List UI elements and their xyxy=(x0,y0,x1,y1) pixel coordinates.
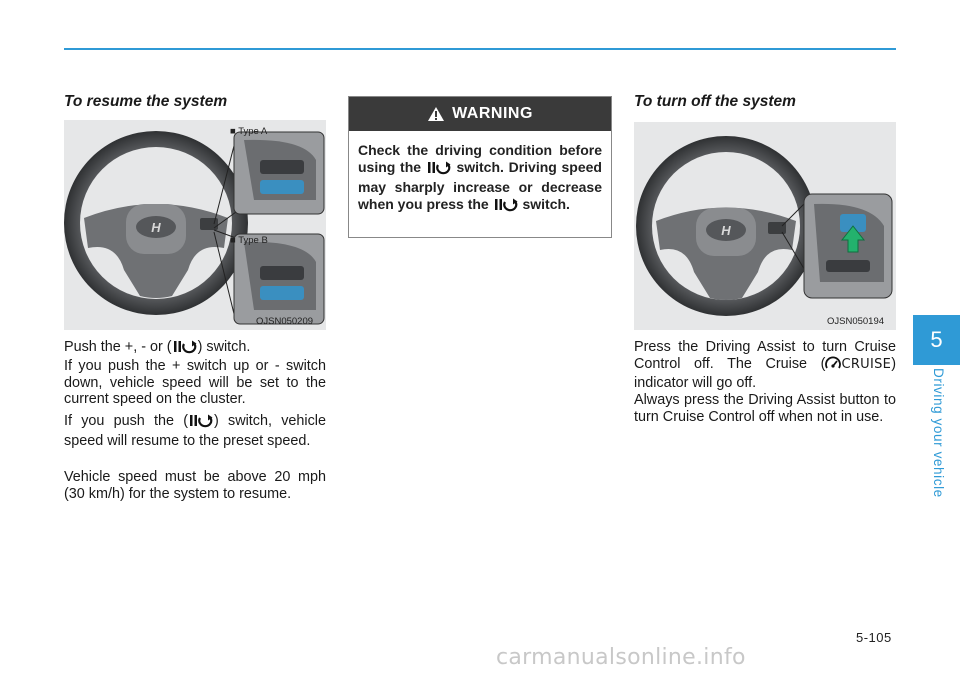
cruise-indicator-label: CRUISE xyxy=(841,356,892,372)
paragraph-resume-speed xyxy=(64,413,326,449)
text-fragment: Press the Driving Assist to turn Cruise Control off. The Cruise ( xyxy=(634,339,896,372)
text-fragment: ) indicator will go off. xyxy=(634,355,896,392)
figure-type-a-label: ■ Type A xyxy=(230,126,268,137)
paragraph-speed-requirement: Vehicle speed must be above 20 mph (30 km/h) for the system to resume. xyxy=(64,469,326,502)
figure-code: OJSN050209 xyxy=(256,316,314,327)
cruise-indicator-icon xyxy=(825,356,841,376)
figure-resume xyxy=(64,120,326,330)
paragraph-push-switch xyxy=(64,339,326,359)
page-number: 5-105 xyxy=(856,630,892,645)
driving-assist-switch-icon xyxy=(493,197,519,216)
paragraph-always-press: Always press the Driving Assist button to turn Cruise Control off when not in use. xyxy=(634,392,896,425)
driving-assist-switch-icon xyxy=(426,160,452,179)
svg-text:H: H xyxy=(721,223,731,238)
text-fragment: switch. xyxy=(522,196,570,212)
steering-wheel-illustration xyxy=(64,120,326,330)
text-fragment: If you push the ( xyxy=(64,413,189,429)
steering-wheel-illustration xyxy=(634,122,896,330)
text-fragment: switch. Driving speed may sharply increase or decrease when you press the xyxy=(358,159,602,212)
watermark: carmanualsonline.info xyxy=(496,645,746,670)
driving-assist-switch-icon xyxy=(172,339,198,359)
warning-box xyxy=(348,96,612,238)
warning-triangle-icon xyxy=(427,106,445,122)
svg-text:H: H xyxy=(151,220,161,235)
paragraph-set-speed: If you push the + switch up or - switch down, vehicle speed will be set to the current speed on the cluster. xyxy=(64,358,326,408)
paragraph-turn-off xyxy=(634,339,896,392)
text-fragment: ) switch, vehicle speed will resume to the preset speed. xyxy=(64,413,326,449)
header-rule xyxy=(64,48,896,50)
figure-code: OJSN050194 xyxy=(827,316,885,327)
warning-header xyxy=(349,97,611,131)
figure-turn-off xyxy=(634,122,896,330)
chapter-title: Driving your vehicle xyxy=(931,368,946,498)
heading-turn-off: To turn off the system xyxy=(634,93,796,110)
heading-resume: To resume the system xyxy=(64,93,228,110)
figure-type-b-label: ■ Type B xyxy=(230,235,268,246)
chapter-number-tab[interactable]: 5 xyxy=(913,315,960,365)
warning-title: WARNING xyxy=(452,105,533,122)
text-fragment: ) switch. xyxy=(197,339,251,355)
warning-text xyxy=(349,131,611,216)
text-fragment: Check the driving condition before using the xyxy=(358,142,602,175)
text-fragment: Push the +, - or ( xyxy=(64,339,172,355)
driving-assist-switch-icon xyxy=(188,413,214,433)
